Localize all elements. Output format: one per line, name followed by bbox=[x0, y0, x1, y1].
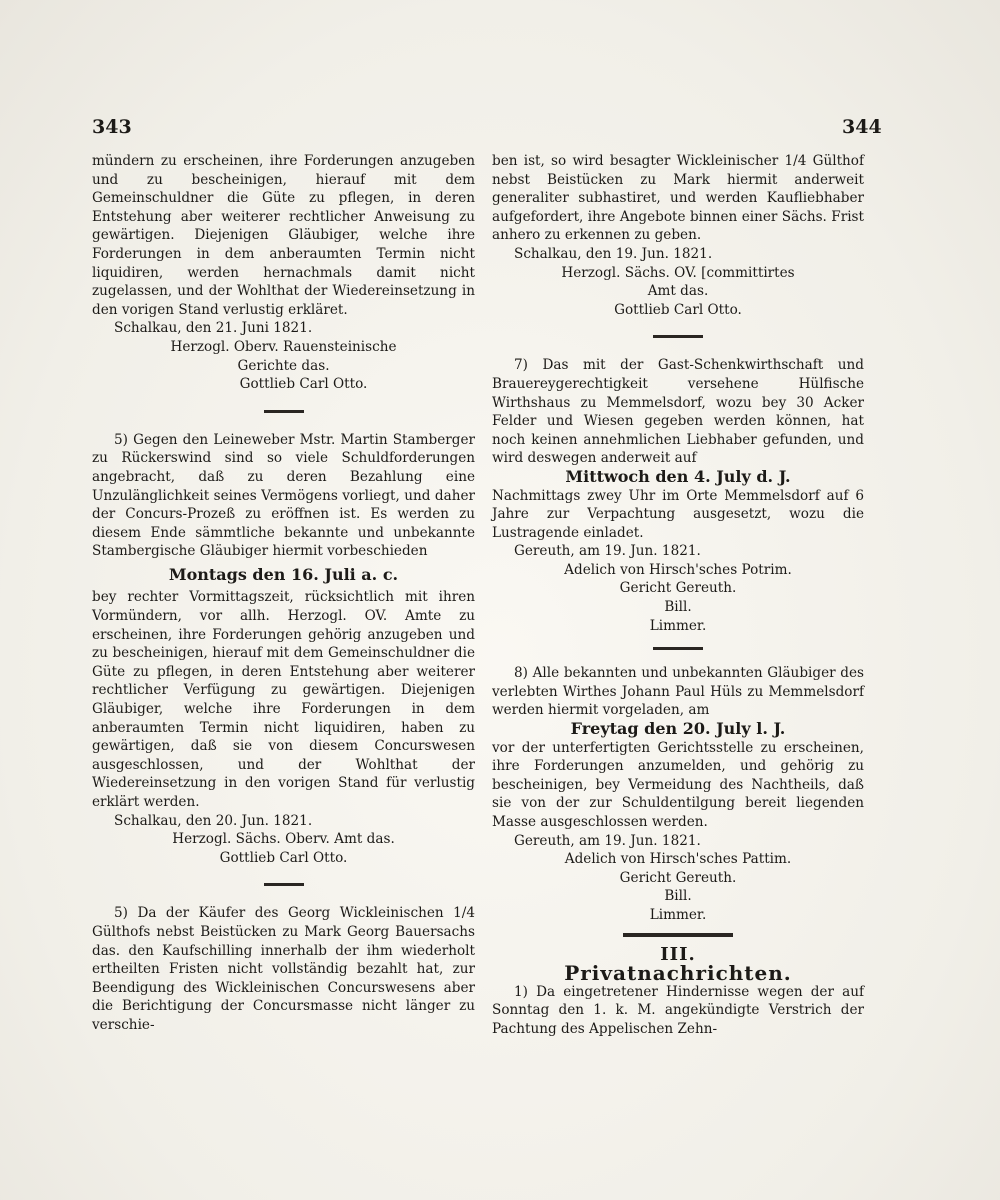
page-number-right: 344 bbox=[842, 116, 882, 138]
notice-7-date: Mittwoch den 4. July d. J. bbox=[565, 466, 791, 486]
separator-rule bbox=[653, 647, 703, 650]
signature-court: Herzogl. Sächs. Oberv. Amt das. bbox=[172, 831, 395, 848]
signature-name: Bill. bbox=[664, 888, 692, 905]
page-number-left: 343 bbox=[92, 116, 132, 138]
notice-6-intro: 5) Da der Käufer des Georg Wickleinischen 1/4 Gülthofs nebst Beistücken zu Mark Georg Bauersachs das. den Kaufschilling innerhalb der ihm wiederholt ertheilten Fristen nicht vollständig bezahlt hat, zur Beendigung des Wickleinischen Concurswesens aber die Berichtigung der Concursmasse nicht länger zu verschie- bbox=[92, 905, 475, 1033]
signature-name: Limmer. bbox=[649, 906, 707, 923]
notice-6-continuation: ben ist, so wird besagter Wickleinischer 1/4 Gülthof nebst Beistücken zu Mark hiermit anderweit generaliter subhastiret, und werden Kaufliebhaber aufgefordert, ihre Angebote binnen einer Sächs. Frist anhero zu erkennen zu geben. bbox=[492, 153, 864, 244]
notice-5-place-date: Schalkau, den 20. Jun. 1821. bbox=[114, 812, 313, 829]
notice-5-body: bey rechter Vormittagszeit, rücksichtlich mit ihren Vormündern, vor allh. Herzogl. OV. Amte zu erscheinen, ihre Forderungen gehörig anzugeben und zu bescheinigen, hierauf mit dem Gemeinschuldner die Güte zu pflegen, in deren Entstehung aber weiterer rechtlicher Verfügung zu gewärtigen. Diejenigen Gläubiger, welche ihre Forderungen in dem anberaumten Termin nicht liquidiren, haben zu gewärtigen, daß sie von diesem Concurswesen ausgeschlossen, und der Wohlthat der Wiedereinsetzung in den vorigen Stand für verlustig erklärt werden. bbox=[92, 589, 475, 810]
notice-8-intro: 8) Alle bekannten und unbekannten Gläubiger des verlebten Wirthes Johann Paul Hüls zu Memmelsdorf werden hiermit vorgeladen, am bbox=[492, 665, 864, 719]
signature-name: Gottlieb Carl Otto. bbox=[614, 301, 742, 318]
section-number: III. bbox=[660, 943, 696, 965]
section-divider-rule bbox=[623, 933, 733, 937]
separator-rule bbox=[264, 883, 304, 886]
section-title: Privatnachrichten. bbox=[564, 961, 792, 986]
notice-8-place-date: Gereuth, am 19. Jun. 1821. bbox=[514, 832, 701, 849]
notice-place-date: Schalkau, den 21. Juni 1821. bbox=[114, 320, 313, 337]
notice-5-date: Montags den 16. Juli a. c. bbox=[168, 564, 399, 584]
signature-court: Herzogl. Sächs. OV. [committirtes bbox=[561, 264, 795, 281]
separator-rule bbox=[653, 335, 703, 338]
notice-7-place-date: Gereuth, am 19. Jun. 1821. bbox=[514, 543, 701, 560]
left-column bbox=[92, 152, 475, 1035]
notice-8-body: vor der unterfertigten Gerichtsstelle zu erscheinen, ihre Forderungen anzumelden, und gehörig zu bescheinigen, bey Vermeidung des Nachtheils, daß sie von der zur Schuldentilgung bereit liegenden Masse ausgeschlossen werden. bbox=[492, 739, 864, 830]
signature-court-line2: Gericht Gereuth. bbox=[619, 869, 737, 886]
signature-court: Adelich von Hirsch'sches Pattim. bbox=[564, 851, 792, 868]
signature-name: Gottlieb Carl Otto. bbox=[239, 376, 368, 393]
notice-6-place-date: Schalkau, den 19. Jun. 1821. bbox=[514, 245, 713, 262]
right-column bbox=[492, 152, 864, 1039]
signature-court-line2: Gericht Gereuth. bbox=[619, 580, 737, 597]
separator-rule bbox=[264, 410, 304, 413]
notice-continuation-paragraph: mündern zu erscheinen, ihre Forderungen anzugeben und zu bescheinigen, hierauf mit dem Gemeinschuldner die Güte zu pflegen, in deren Entstehung aber weiterer rechtlicher Anweisung zu gewärtigen. Diejenigen Gläubiger, welche ihre Forderungen in dem anberaumten Termin nicht liquidiren, werden hernachmals damit nicht zugelassen, und der Wohlthat der Wiedereinsetzung in den vorigen Stand verlustig erkläret. bbox=[92, 153, 475, 318]
signature-name: Bill. bbox=[664, 599, 692, 616]
signature-court-line2: Amt das. bbox=[647, 283, 709, 300]
notice-8-date: Freytag den 20. July l. J. bbox=[570, 719, 786, 739]
notice-5-intro: 5) Gegen den Leineweber Mstr. Martin Stamberger zu Rückerswind sind so viele Schuldforderungen angebracht, daß zu deren Bezahlung eine Unzulänglichkeit seines Vermögens vorliegt, und daher der Concurs-Prozeß zu eröffnen ist. Es werden zu diesem Ende sämmtliche bekannte und unbekannte Stambergische Gläubiger hiermit vorbeschieden bbox=[92, 431, 475, 560]
signature-name: Limmer. bbox=[649, 617, 707, 634]
private-notice-1: 1) Da eingetretener Hindernisse wegen der auf Sonntag den 1. k. M. angekündigte Verstrich der Pachtung des Appelischen Zehn- bbox=[492, 983, 864, 1037]
signature-court: Herzogl. Oberv. Rauensteinische bbox=[170, 338, 397, 355]
signature-name: Gottlieb Carl Otto. bbox=[219, 849, 348, 866]
notice-7-intro: 7) Das mit der Gast-Schenkwirthschaft und Brauereygerechtigkeit versehene Hülfische Wirthshaus zu Memmelsdorf, wozu bey 30 Acker Felder und Wiesen gegeben werden können, hat noch keinen annehmlichen Liebhaber gefunden, und wird deswegen anderweit auf bbox=[492, 357, 864, 467]
signature-court-line2: Gerichte das. bbox=[237, 357, 330, 374]
signature-court: Adelich von Hirsch'sches Potrim. bbox=[564, 561, 792, 578]
notice-7-body: Nachmittags zwey Uhr im Orte Memmelsdorf auf 6 Jahre zur Verpachtung ausgesetzt, wozu die Lustragende einladet. bbox=[492, 487, 864, 541]
